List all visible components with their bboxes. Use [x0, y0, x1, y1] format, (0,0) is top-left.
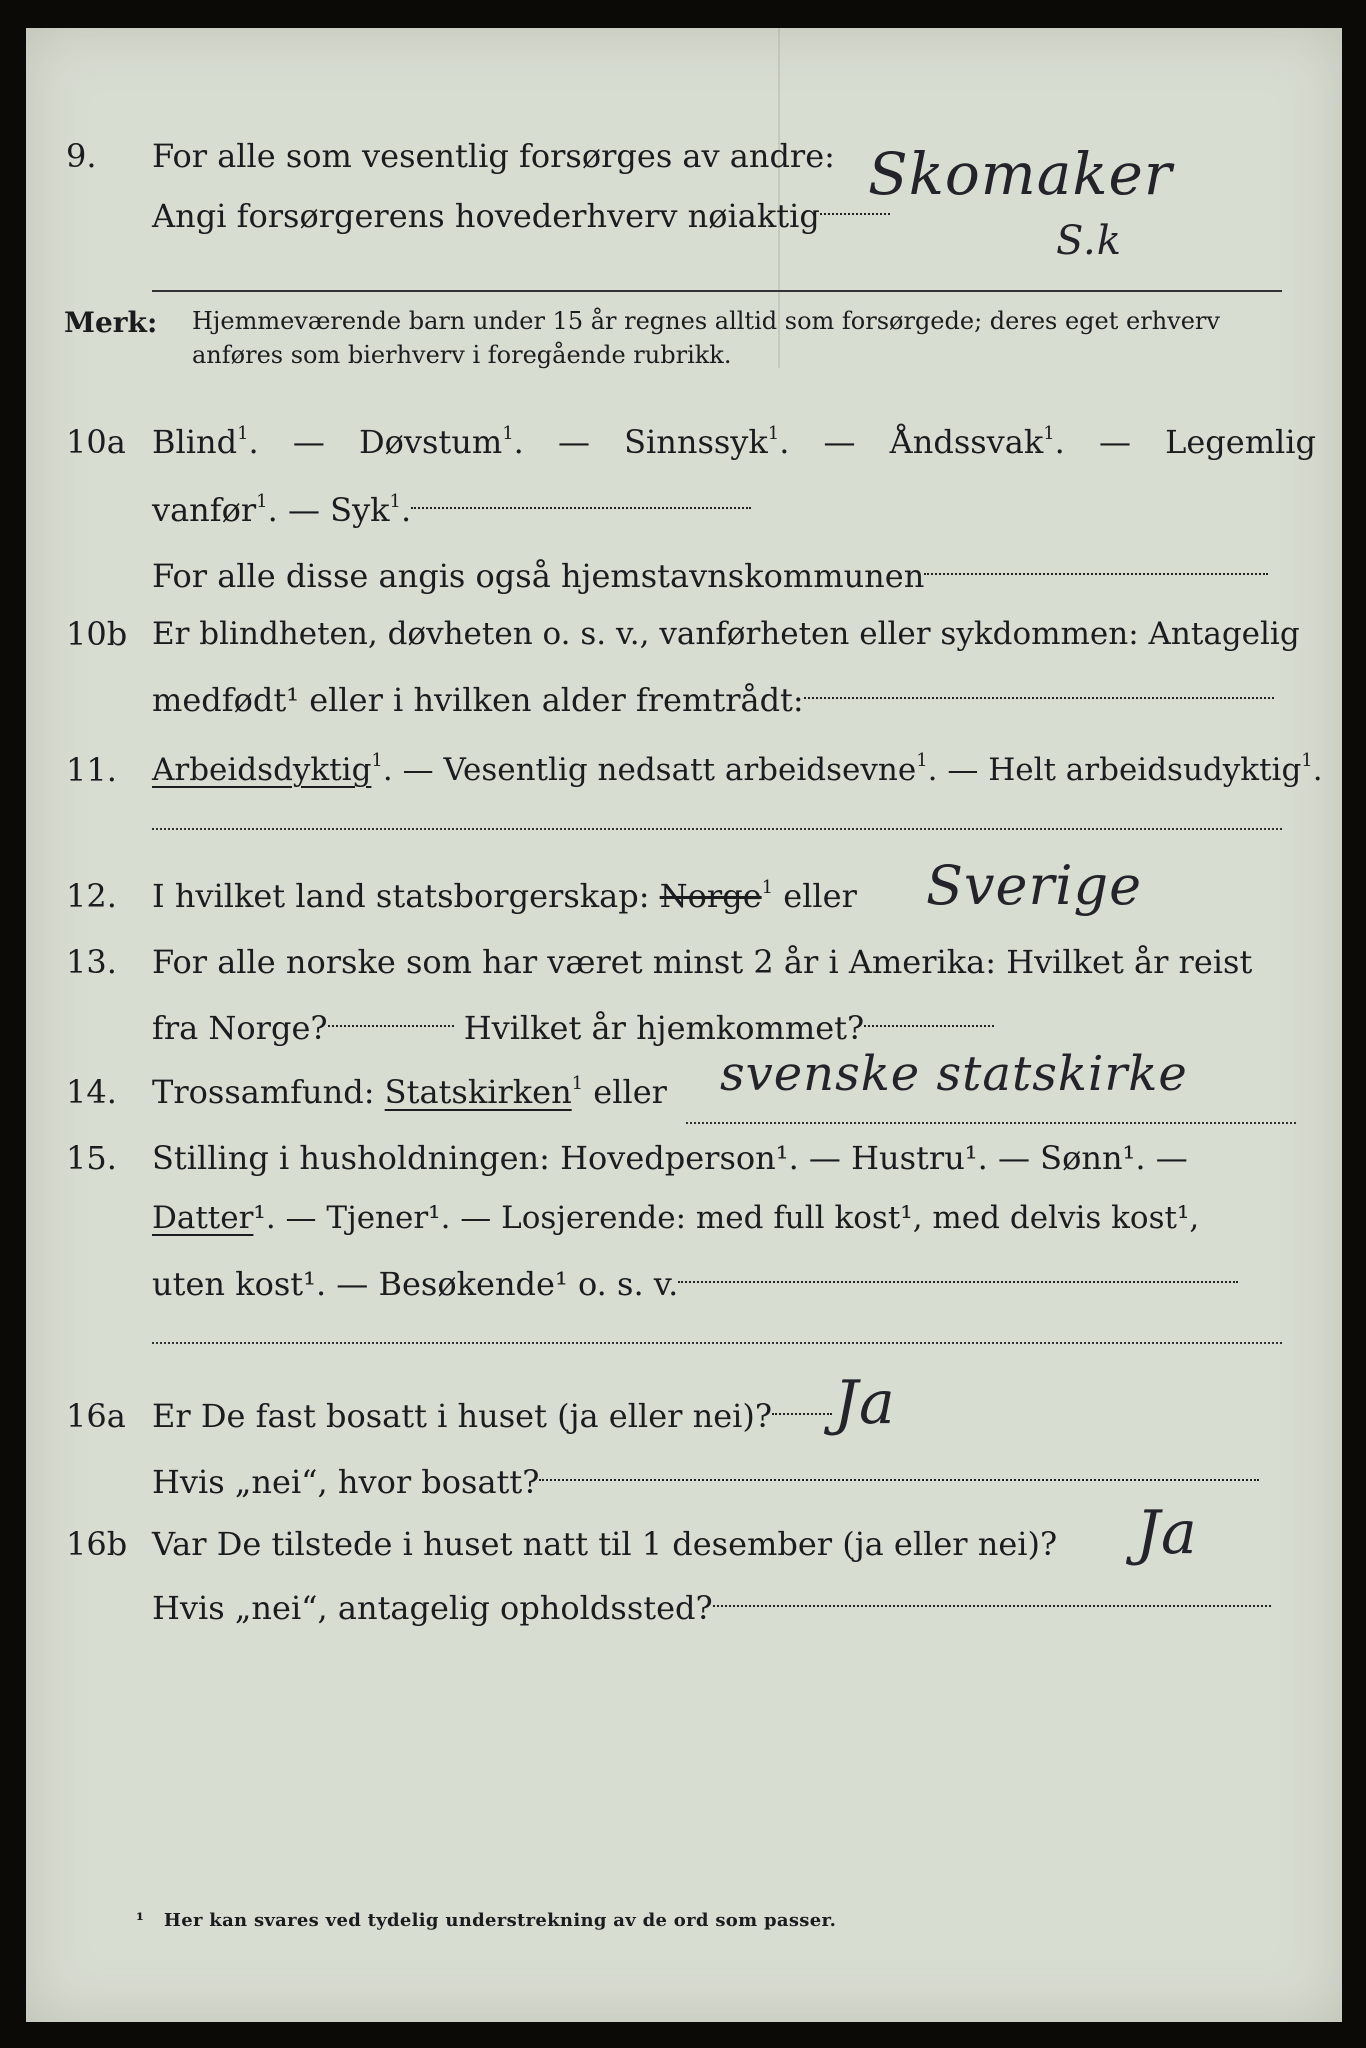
- q16a-question: Er De fast bosatt i huset (ja eller nei)?: [152, 1397, 773, 1435]
- q10a-number: 10a: [66, 423, 126, 461]
- q15-line2: ¹. — Tjener¹. — Losjerende: med full kost¹, med delvis kost¹,: [253, 1200, 1200, 1236]
- footnote-text: Her kan svares ved tydelig understrekning av de ord som passer.: [163, 1910, 837, 1931]
- census-form-page: [26, 28, 1342, 2022]
- q14-opt-statskirken[interactable]: Statskirken: [384, 1073, 572, 1111]
- footnote: [136, 1910, 836, 1931]
- q10b-number: 10b: [66, 615, 128, 653]
- q16b-number: 16b: [66, 1525, 128, 1563]
- q16b-question: Var De tilstede i huset natt til 1 desember (ja eller nei)?: [152, 1525, 1058, 1563]
- q16a-row1: [26, 1386, 1342, 1446]
- q11-opt-nedsatt[interactable]: Vesentlig nedsatt arbeidsevne: [443, 752, 917, 788]
- q10b-field[interactable]: [804, 697, 1274, 699]
- q11-line: [152, 828, 1282, 830]
- q12-opt-norge[interactable]: Norge: [659, 877, 762, 915]
- q16b-opholdssted-label: Hvis „nei“, antagelig opholdssted?: [152, 1589, 713, 1627]
- q16b-handwritten-answer[interactable]: Ja: [1136, 1498, 1198, 1568]
- q12-eller: eller: [783, 877, 857, 915]
- q10a-opt-blind[interactable]: Blind: [152, 423, 238, 461]
- q10a-opt-legemlig[interactable]: Legemlig: [1165, 423, 1316, 461]
- q10b-question: Er blindheten, døvheten o. s. v., vanførheten eller sykdommen: Antagelig: [152, 616, 1300, 652]
- merk-line-1: Hjemmeværende barn under 15 år regnes alltid som forsørgede; deres eget erhverv: [192, 307, 1220, 335]
- q15-line3: uten kost¹. — Besøkende¹ o. s. v.: [152, 1265, 679, 1303]
- q9-question: For alle som vesentlig forsørges av andre:: [152, 137, 835, 175]
- q14-handwritten-answer[interactable]: svenske statskirke: [720, 1046, 1188, 1102]
- q13-hjemkommet-label: Hvilket år hjemkommet?: [463, 1009, 865, 1047]
- q10a-row1: [26, 412, 1342, 472]
- q13-reist-field[interactable]: [328, 1025, 454, 1027]
- q13-hjemkommet-field[interactable]: [864, 1025, 994, 1027]
- q12-handwritten-answer[interactable]: Sverige: [926, 854, 1143, 917]
- q10a-opt-vanfor[interactable]: vanfør: [152, 491, 257, 529]
- footnote-mark: ¹: [136, 1910, 145, 1931]
- q10a-options: Blind$^1$. — Døvstum$^1$. — Sinnssyk$^1$. — Åndssvak$^1$. — Legemlig: [152, 412, 1316, 472]
- q15-number: 15.: [66, 1139, 117, 1177]
- q15-row1: [26, 1128, 1342, 1188]
- q11-opt-arbeidsdyktig[interactable]: Arbeidsdyktig: [152, 752, 372, 788]
- q11-row: 11. Arbeidsdyktig$^1$. — Vesentlig nedsatt arbeidsevne$^1$. — Helt arbeidsudyktig$^1$.: [26, 740, 1342, 800]
- q13-reist-label: fra Norge?: [152, 1009, 328, 1047]
- q16b-row2: [26, 1578, 1342, 1638]
- q11-opt-udyktig[interactable]: Helt arbeidsudyktig: [988, 752, 1302, 788]
- q13-row1: [26, 932, 1342, 992]
- q10a-hjemstavn-label: For alle disse angis også hjemstavnskommunen: [152, 557, 925, 595]
- q9-handwritten-abbrev[interactable]: S.k: [1056, 218, 1122, 264]
- q10a-opt-andssvak[interactable]: Åndssvak: [889, 423, 1044, 461]
- q9-question-2: Angi forsørgerens hovederhverv nøiaktig: [152, 197, 820, 235]
- q15-line: [152, 1342, 1282, 1344]
- q15-row2: [26, 1188, 1342, 1248]
- q14-eller: eller: [593, 1073, 667, 1111]
- q13-number: 13.: [66, 943, 117, 981]
- q12-row: 12. I hvilket land statsborgerskap: Norge$^1$ eller: [26, 866, 1342, 926]
- q13-question: For alle norske som har været minst 2 år i Amerika: Hvilket år reist: [152, 943, 1253, 981]
- merk-label: Merk:: [64, 306, 158, 339]
- q10b-row2: [26, 670, 1342, 730]
- q14-line: [686, 1122, 1296, 1124]
- q16b-opholdssted-field[interactable]: [713, 1605, 1271, 1607]
- q10a-hjemstavn-field[interactable]: [924, 573, 1268, 575]
- q10b-row1: [26, 604, 1342, 664]
- q10b-question-2: medfødt¹ eller i hvilken alder fremtrådt:: [152, 681, 804, 719]
- q15-opt-datter[interactable]: Datter: [152, 1200, 254, 1236]
- q10a-opt-sinnssyk[interactable]: Sinnssyk: [624, 423, 768, 461]
- q10a-opt-syk[interactable]: Syk: [330, 491, 390, 529]
- merk-line-2: anføres som bierhverv i foregående rubrikk.: [192, 341, 732, 369]
- q16a-handwritten-answer[interactable]: Ja: [834, 1368, 896, 1438]
- q9-number: 9.: [66, 137, 97, 175]
- q14-row: 14. Trossamfund: Statskirken$^1$ eller: [26, 1062, 1342, 1122]
- q16a-number: 16a: [66, 1397, 126, 1435]
- q10a-row3: [26, 546, 1342, 606]
- q11-number: 11.: [66, 751, 117, 789]
- q12-question: I hvilket land statsborgerskap:: [152, 877, 650, 915]
- q15-row3: [26, 1254, 1342, 1314]
- q10a-opt-dovstum[interactable]: Døvstum: [358, 423, 503, 461]
- q9-handwritten-answer[interactable]: Skomaker: [868, 140, 1173, 208]
- merk-note: [192, 304, 1220, 372]
- q16a-bosatt-label: Hvis „nei“, hvor bosatt?: [152, 1463, 540, 1501]
- q12-number: 12.: [66, 877, 117, 915]
- q9-answer-line: [152, 290, 1282, 292]
- q10a-row2: vanfør$^1$. — Syk$^1$.: [26, 480, 1342, 540]
- q16a-bosatt-field[interactable]: [539, 1479, 1259, 1481]
- q15-question: Stilling i husholdningen: Hovedperson¹. — Hustru¹. — Sønn¹. —: [152, 1139, 1188, 1177]
- q14-question: Trossamfund:: [152, 1073, 375, 1111]
- q14-number: 14.: [66, 1073, 117, 1111]
